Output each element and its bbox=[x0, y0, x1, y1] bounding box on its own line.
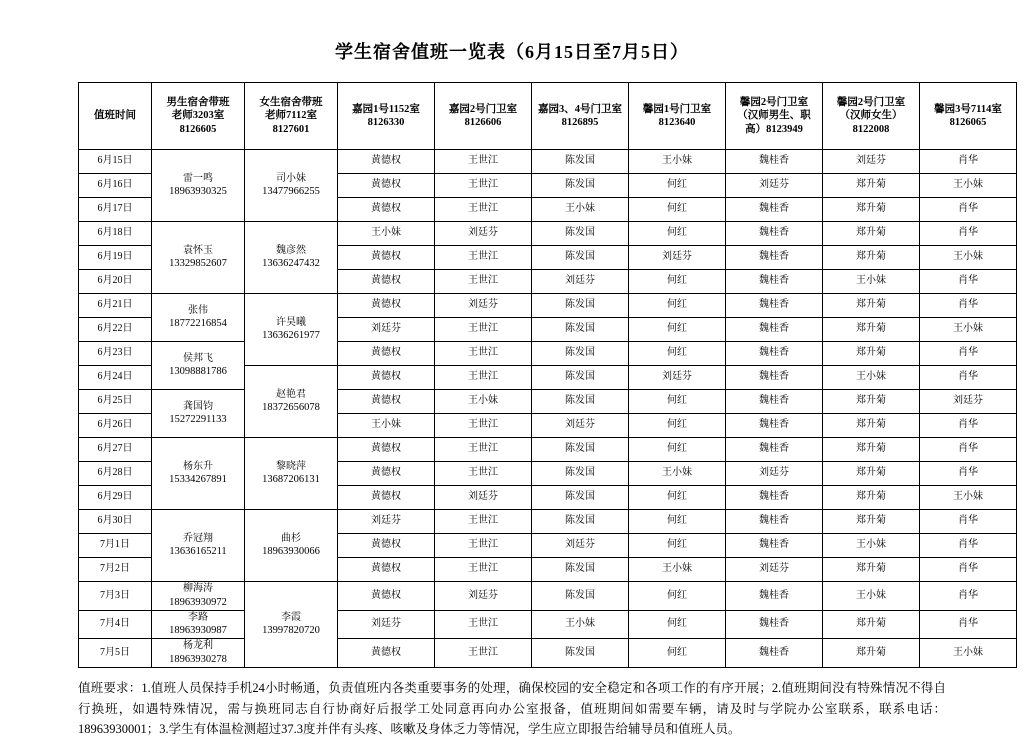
cell-date: 6月18日 bbox=[79, 222, 152, 246]
cell-date: 6月21日 bbox=[79, 294, 152, 318]
column-header-line: 女生宿舍带班 bbox=[259, 97, 323, 109]
leader-name: 赵艳君 bbox=[276, 388, 306, 400]
table-row bbox=[79, 294, 1017, 318]
cell-duty-person: 黄德权 bbox=[338, 534, 435, 558]
column-header-date bbox=[79, 83, 152, 150]
cell-duty-person: 王世江 bbox=[435, 610, 532, 639]
cell-boy-leader bbox=[152, 510, 245, 582]
cell-duty-person: 郑升菊 bbox=[823, 414, 920, 438]
cell-duty-person: 何红 bbox=[629, 222, 726, 246]
cell-duty-person: 王小妹 bbox=[532, 610, 629, 639]
cell-boy-leader bbox=[152, 438, 245, 510]
cell-duty-person: 刘廷芬 bbox=[532, 270, 629, 294]
cell-girl-leader bbox=[245, 294, 338, 366]
cell-duty-person: 刘廷芬 bbox=[435, 222, 532, 246]
cell-duty-person: 肖华 bbox=[920, 510, 1017, 534]
cell-duty-person: 肖华 bbox=[920, 558, 1017, 582]
table-header-row bbox=[79, 83, 1017, 150]
cell-boy-leader bbox=[152, 610, 245, 639]
cell-duty-person: 何红 bbox=[629, 510, 726, 534]
cell-duty-person: 黄德权 bbox=[338, 198, 435, 222]
cell-duty-person: 王小妹 bbox=[338, 414, 435, 438]
cell-duty-person: 郑升菊 bbox=[823, 390, 920, 414]
column-header-line: 8126606 bbox=[464, 117, 502, 128]
cell-duty-person: 何红 bbox=[629, 318, 726, 342]
column-header-line: 老师3203室 bbox=[171, 110, 225, 122]
cell-duty-person: 陈发国 bbox=[532, 222, 629, 246]
cell-duty-person: 黄德权 bbox=[338, 462, 435, 486]
column-header-boy-leader bbox=[152, 83, 245, 150]
cell-duty-person: 魏桂香 bbox=[726, 246, 823, 270]
table-row bbox=[79, 150, 1017, 174]
leader-name: 袁怀玉 bbox=[183, 244, 213, 256]
cell-duty-person: 黄德权 bbox=[338, 390, 435, 414]
cell-duty-person: 黄德权 bbox=[338, 639, 435, 668]
column-header-line: 馨园3号7114室 bbox=[934, 103, 1002, 115]
leader-phone: 18963930325 bbox=[169, 186, 227, 198]
cell-duty-person: 郑升菊 bbox=[823, 198, 920, 222]
cell-duty-person: 郑升菊 bbox=[823, 486, 920, 510]
cell-duty-person: 郑升菊 bbox=[823, 246, 920, 270]
table-row bbox=[79, 438, 1017, 462]
cell-date: 7月1日 bbox=[79, 534, 152, 558]
cell-duty-person: 黄德权 bbox=[338, 342, 435, 366]
cell-duty-person: 陈发国 bbox=[532, 318, 629, 342]
column-header-room-6 bbox=[823, 83, 920, 150]
cell-duty-person: 何红 bbox=[629, 270, 726, 294]
cell-duty-person: 肖华 bbox=[920, 198, 1017, 222]
column-header-line: 8126065 bbox=[949, 117, 987, 128]
cell-duty-person: 黄德权 bbox=[338, 438, 435, 462]
leader-phone: 13636261977 bbox=[262, 330, 320, 342]
cell-girl-leader bbox=[245, 366, 338, 438]
cell-duty-person: 肖华 bbox=[920, 582, 1017, 611]
cell-duty-person: 陈发国 bbox=[532, 342, 629, 366]
cell-duty-person: 何红 bbox=[629, 582, 726, 611]
cell-duty-person: 郑升菊 bbox=[823, 510, 920, 534]
cell-duty-person: 何红 bbox=[629, 198, 726, 222]
leader-phone: 18372656078 bbox=[262, 402, 320, 414]
cell-duty-person: 陈发国 bbox=[532, 390, 629, 414]
cell-duty-person: 何红 bbox=[629, 390, 726, 414]
cell-duty-person: 陈发国 bbox=[532, 558, 629, 582]
cell-girl-leader bbox=[245, 150, 338, 222]
cell-duty-person: 魏桂香 bbox=[726, 222, 823, 246]
cell-duty-person: 魏桂香 bbox=[726, 390, 823, 414]
cell-duty-person: 陈发国 bbox=[532, 246, 629, 270]
cell-duty-person: 黄德权 bbox=[338, 486, 435, 510]
cell-boy-leader bbox=[152, 342, 245, 390]
cell-duty-person: 刘廷芬 bbox=[338, 318, 435, 342]
cell-duty-person: 陈发国 bbox=[532, 366, 629, 390]
cell-duty-person: 王世江 bbox=[435, 462, 532, 486]
leader-name: 司小妹 bbox=[276, 172, 306, 184]
cell-duty-person: 王小妹 bbox=[629, 150, 726, 174]
cell-duty-person: 刘廷芬 bbox=[726, 174, 823, 198]
cell-duty-person: 王小妹 bbox=[920, 639, 1017, 668]
cell-duty-person: 魏桂香 bbox=[726, 150, 823, 174]
cell-duty-person: 黄德权 bbox=[338, 270, 435, 294]
cell-duty-person: 王小妹 bbox=[920, 174, 1017, 198]
leader-phone: 18963930066 bbox=[262, 546, 320, 558]
cell-duty-person: 陈发国 bbox=[532, 438, 629, 462]
cell-duty-person: 王世江 bbox=[435, 198, 532, 222]
cell-duty-person: 陈发国 bbox=[532, 486, 629, 510]
leader-phone: 13636165211 bbox=[169, 546, 227, 558]
cell-duty-person: 魏桂香 bbox=[726, 639, 823, 668]
cell-duty-person: 郑升菊 bbox=[823, 610, 920, 639]
cell-girl-leader bbox=[245, 438, 338, 510]
column-header-line: 男生宿舍带班 bbox=[166, 97, 230, 109]
cell-boy-leader bbox=[152, 390, 245, 438]
cell-boy-leader bbox=[152, 639, 245, 668]
column-header-line: （汉师男生、职 bbox=[737, 110, 811, 122]
duty-requirements bbox=[0, 668, 1024, 740]
column-header-room-4 bbox=[629, 83, 726, 150]
leader-phone: 18963930278 bbox=[169, 653, 227, 665]
cell-duty-person: 王世江 bbox=[435, 414, 532, 438]
cell-duty-person: 肖华 bbox=[920, 150, 1017, 174]
cell-date: 6月16日 bbox=[79, 174, 152, 198]
column-header-room-5 bbox=[726, 83, 823, 150]
duty-table bbox=[78, 82, 1017, 668]
cell-duty-person: 何红 bbox=[629, 486, 726, 510]
cell-duty-person: 王世江 bbox=[435, 342, 532, 366]
table-row bbox=[79, 390, 1017, 414]
cell-duty-person: 王小妹 bbox=[629, 558, 726, 582]
cell-date: 6月15日 bbox=[79, 150, 152, 174]
cell-boy-leader bbox=[152, 294, 245, 342]
cell-duty-person: 陈发国 bbox=[532, 462, 629, 486]
cell-duty-person: 王世江 bbox=[435, 270, 532, 294]
column-header-line: 老师7112室 bbox=[265, 110, 317, 122]
leader-phone: 13636247432 bbox=[262, 258, 320, 270]
cell-duty-person: 王小妹 bbox=[823, 366, 920, 390]
cell-duty-person: 魏桂香 bbox=[726, 582, 823, 611]
cell-duty-person: 王世江 bbox=[435, 558, 532, 582]
cell-duty-person: 王小妹 bbox=[823, 270, 920, 294]
column-header-room-1 bbox=[338, 83, 435, 150]
cell-duty-person: 郑升菊 bbox=[823, 318, 920, 342]
cell-duty-person: 刘廷芬 bbox=[532, 414, 629, 438]
column-header-line: 8127601 bbox=[272, 123, 310, 135]
cell-duty-person: 王小妹 bbox=[823, 534, 920, 558]
cell-duty-person: 刘廷芬 bbox=[435, 486, 532, 510]
cell-duty-person: 刘廷芬 bbox=[435, 582, 532, 611]
cell-duty-person: 王世江 bbox=[435, 534, 532, 558]
leader-phone: 15334267891 bbox=[169, 474, 227, 486]
leader-phone: 15272291133 bbox=[169, 414, 227, 426]
column-header-line: 值班时间 bbox=[94, 110, 136, 122]
table-row bbox=[79, 610, 1017, 639]
cell-duty-person: 陈发国 bbox=[532, 174, 629, 198]
cell-date: 7月3日 bbox=[79, 582, 152, 611]
cell-duty-person: 陈发国 bbox=[532, 582, 629, 611]
leader-name: 柳海涛 bbox=[183, 583, 213, 594]
cell-duty-person: 何红 bbox=[629, 174, 726, 198]
cell-duty-person: 王小妹 bbox=[920, 246, 1017, 270]
leader-phone: 18963930987 bbox=[169, 625, 227, 637]
cell-date: 6月17日 bbox=[79, 198, 152, 222]
cell-duty-person: 王世江 bbox=[435, 246, 532, 270]
cell-duty-person: 刘廷芬 bbox=[920, 390, 1017, 414]
cell-duty-person: 黄德权 bbox=[338, 366, 435, 390]
cell-duty-person: 黄德权 bbox=[338, 150, 435, 174]
column-header-line: 8126330 bbox=[367, 117, 405, 128]
column-header-line: 8126895 bbox=[561, 117, 599, 128]
column-header-line: 馨园2号门卫室 bbox=[739, 97, 809, 109]
cell-duty-person: 王世江 bbox=[435, 639, 532, 668]
cell-duty-person: 王小妹 bbox=[920, 318, 1017, 342]
cell-duty-person: 王世江 bbox=[435, 510, 532, 534]
cell-duty-person: 郑升菊 bbox=[823, 222, 920, 246]
cell-duty-person: 肖华 bbox=[920, 438, 1017, 462]
cell-duty-person: 王世江 bbox=[435, 366, 532, 390]
duty-requirements-text: 值班要求：1.值班人员保持手机24小时畅通，负责值班内各类重要事务的处理，确保校园的安全稳定和各项工作的有序开展；2.值班期间没有特殊情况不得自行换班，如遇特殊情况，需与换班同志自行协商好后报学工处同意再向办公室报备，值班期间如需要车辆，请及时与学院办公室联系，联系电话：18963930001；3.学生有体温检测超过37.3度并伴有头疼、咳嗽及身体乏力等情况，学生应立即报告给辅导员和值班人员。 bbox=[78, 680, 946, 737]
cell-duty-person: 刘廷芬 bbox=[629, 246, 726, 270]
cell-duty-person: 陈发国 bbox=[532, 294, 629, 318]
cell-duty-person: 刘廷芬 bbox=[435, 294, 532, 318]
cell-duty-person: 肖华 bbox=[920, 342, 1017, 366]
cell-duty-person: 魏桂香 bbox=[726, 610, 823, 639]
table-header bbox=[79, 83, 1017, 150]
cell-duty-person: 魏桂香 bbox=[726, 198, 823, 222]
cell-duty-person: 王小妹 bbox=[435, 390, 532, 414]
column-header-line: 嘉园2号门卫室 bbox=[448, 103, 518, 115]
cell-date: 6月29日 bbox=[79, 486, 152, 510]
cell-duty-person: 何红 bbox=[629, 342, 726, 366]
cell-duty-person: 郑升菊 bbox=[823, 174, 920, 198]
leader-name: 黎晓萍 bbox=[276, 460, 306, 472]
table-row bbox=[79, 342, 1017, 366]
column-header-line: 8126605 bbox=[179, 123, 217, 135]
leader-phone: 13098881786 bbox=[169, 366, 227, 378]
cell-duty-person: 何红 bbox=[629, 438, 726, 462]
cell-duty-person: 陈发国 bbox=[532, 639, 629, 668]
cell-boy-leader bbox=[152, 222, 245, 294]
cell-duty-person: 王小妹 bbox=[338, 222, 435, 246]
cell-duty-person: 魏桂香 bbox=[726, 534, 823, 558]
column-header-line: 馨园2号门卫室 bbox=[836, 97, 906, 109]
leader-name: 张伟 bbox=[188, 304, 208, 316]
column-header-line: 嘉园1号1152室 bbox=[352, 103, 420, 115]
cell-duty-person: 肖华 bbox=[920, 534, 1017, 558]
cell-duty-person: 何红 bbox=[629, 414, 726, 438]
cell-duty-person: 刘廷芬 bbox=[823, 150, 920, 174]
cell-duty-person: 黄德权 bbox=[338, 246, 435, 270]
column-header-line: 高）8123949 bbox=[745, 123, 803, 135]
cell-duty-person: 魏桂香 bbox=[726, 438, 823, 462]
cell-date: 7月4日 bbox=[79, 610, 152, 639]
cell-duty-person: 郑升菊 bbox=[823, 342, 920, 366]
cell-duty-person: 王小妹 bbox=[532, 198, 629, 222]
leader-name: 李霞 bbox=[281, 611, 301, 623]
cell-girl-leader bbox=[245, 222, 338, 294]
column-header-line: 8123640 bbox=[658, 117, 696, 128]
duty-table-container bbox=[0, 82, 1024, 668]
column-header-line: （汉师女生） bbox=[839, 110, 903, 122]
cell-date: 6月24日 bbox=[79, 366, 152, 390]
cell-duty-person: 肖华 bbox=[920, 294, 1017, 318]
cell-duty-person: 刘廷芬 bbox=[532, 534, 629, 558]
column-header-room-2 bbox=[435, 83, 532, 150]
leader-phone: 13997820720 bbox=[262, 625, 320, 637]
cell-boy-leader bbox=[152, 582, 245, 611]
cell-duty-person: 肖华 bbox=[920, 222, 1017, 246]
table-row bbox=[79, 222, 1017, 246]
column-header-room-7 bbox=[920, 83, 1017, 150]
cell-duty-person: 王世江 bbox=[435, 438, 532, 462]
leader-name: 侯邦飞 bbox=[183, 352, 213, 364]
leader-name: 曲杉 bbox=[281, 532, 301, 544]
leader-phone: 13687206131 bbox=[262, 474, 320, 486]
leader-name: 李路 bbox=[188, 611, 208, 623]
cell-duty-person: 肖华 bbox=[920, 270, 1017, 294]
column-header-line: 馨园1号门卫室 bbox=[642, 103, 712, 115]
cell-duty-person: 黄德权 bbox=[338, 582, 435, 611]
cell-girl-leader bbox=[245, 582, 338, 668]
cell-duty-person: 魏桂香 bbox=[726, 510, 823, 534]
column-header-room-3 bbox=[532, 83, 629, 150]
cell-date: 6月23日 bbox=[79, 342, 152, 366]
leader-phone: 13477966255 bbox=[262, 186, 320, 198]
cell-duty-person: 王世江 bbox=[435, 318, 532, 342]
leader-name: 许昊曦 bbox=[276, 316, 306, 328]
cell-duty-person: 何红 bbox=[629, 294, 726, 318]
cell-duty-person: 魏桂香 bbox=[726, 486, 823, 510]
leader-name: 魏彦然 bbox=[276, 244, 306, 256]
cell-date: 6月22日 bbox=[79, 318, 152, 342]
cell-duty-person: 陈发国 bbox=[532, 510, 629, 534]
leader-phone: 18772216854 bbox=[169, 318, 227, 330]
cell-duty-person: 刘廷芬 bbox=[726, 462, 823, 486]
cell-duty-person: 刘廷芬 bbox=[726, 558, 823, 582]
cell-duty-person: 刘廷芬 bbox=[629, 366, 726, 390]
column-header-line: 8122008 bbox=[852, 123, 890, 135]
cell-duty-person: 王小妹 bbox=[823, 582, 920, 611]
cell-duty-person: 何红 bbox=[629, 610, 726, 639]
leader-phone: 13329852607 bbox=[169, 258, 227, 270]
cell-date: 6月26日 bbox=[79, 414, 152, 438]
cell-duty-person: 刘廷芬 bbox=[338, 510, 435, 534]
cell-duty-person: 魏桂香 bbox=[726, 270, 823, 294]
cell-date: 6月27日 bbox=[79, 438, 152, 462]
cell-duty-person: 王小妹 bbox=[920, 486, 1017, 510]
cell-duty-person: 黄德权 bbox=[338, 174, 435, 198]
cell-date: 7月5日 bbox=[79, 639, 152, 668]
cell-duty-person: 肖华 bbox=[920, 610, 1017, 639]
cell-duty-person: 肖华 bbox=[920, 462, 1017, 486]
cell-duty-person: 刘廷芬 bbox=[338, 610, 435, 639]
cell-date: 6月28日 bbox=[79, 462, 152, 486]
cell-duty-person: 肖华 bbox=[920, 414, 1017, 438]
cell-date: 6月25日 bbox=[79, 390, 152, 414]
table-row bbox=[79, 639, 1017, 668]
cell-date: 6月19日 bbox=[79, 246, 152, 270]
cell-duty-person: 魏桂香 bbox=[726, 414, 823, 438]
cell-duty-person: 黄德权 bbox=[338, 294, 435, 318]
table-body bbox=[79, 150, 1017, 668]
table-row bbox=[79, 510, 1017, 534]
cell-duty-person: 肖华 bbox=[920, 366, 1017, 390]
cell-duty-person: 王世江 bbox=[435, 150, 532, 174]
cell-boy-leader bbox=[152, 150, 245, 222]
cell-duty-person: 陈发国 bbox=[532, 150, 629, 174]
leader-name: 乔冠翔 bbox=[183, 532, 213, 544]
page-title: 学生宿舍值班一览表（6月15日至7月5日） bbox=[335, 42, 689, 62]
cell-date: 6月20日 bbox=[79, 270, 152, 294]
cell-duty-person: 王小妹 bbox=[629, 462, 726, 486]
cell-duty-person: 魏桂香 bbox=[726, 342, 823, 366]
leader-phone: 18963930972 bbox=[169, 596, 227, 608]
leader-name: 雷一鸣 bbox=[183, 172, 213, 184]
cell-duty-person: 魏桂香 bbox=[726, 366, 823, 390]
cell-date: 7月2日 bbox=[79, 558, 152, 582]
cell-duty-person: 郑升菊 bbox=[823, 294, 920, 318]
cell-duty-person: 何红 bbox=[629, 639, 726, 668]
leader-name: 龚国钧 bbox=[183, 400, 213, 412]
leader-name: 杨东升 bbox=[183, 460, 213, 472]
cell-duty-person: 黄德权 bbox=[338, 558, 435, 582]
cell-duty-person: 郑升菊 bbox=[823, 639, 920, 668]
cell-date: 6月30日 bbox=[79, 510, 152, 534]
cell-girl-leader bbox=[245, 510, 338, 582]
table-row bbox=[79, 582, 1017, 611]
column-header-line: 嘉园3、4号门卫室 bbox=[538, 103, 622, 115]
cell-duty-person: 郑升菊 bbox=[823, 438, 920, 462]
leader-name: 杨龙利 bbox=[183, 640, 213, 652]
cell-duty-person: 王世江 bbox=[435, 174, 532, 198]
cell-duty-person: 何红 bbox=[629, 534, 726, 558]
cell-duty-person: 郑升菊 bbox=[823, 558, 920, 582]
column-header-girl-leader bbox=[245, 83, 338, 150]
cell-duty-person: 郑升菊 bbox=[823, 462, 920, 486]
cell-duty-person: 魏桂香 bbox=[726, 318, 823, 342]
cell-duty-person: 魏桂香 bbox=[726, 294, 823, 318]
